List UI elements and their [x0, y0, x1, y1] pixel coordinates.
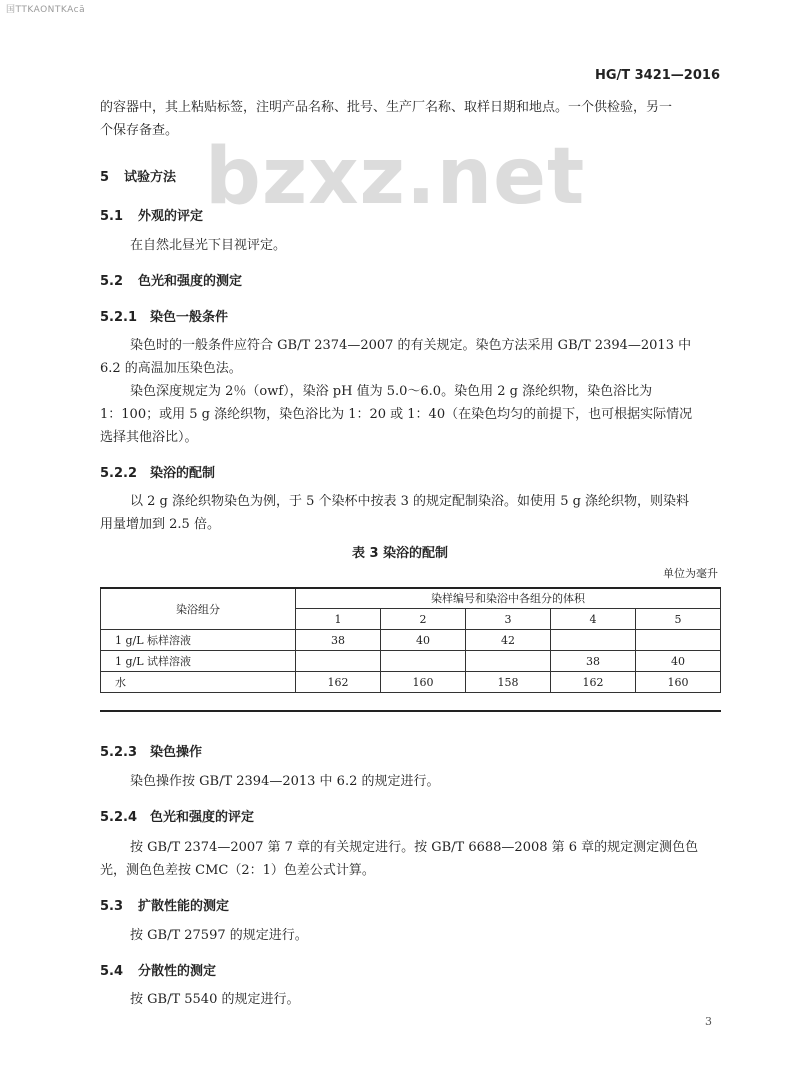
- section-number: 5.1: [100, 209, 124, 224]
- section-number: 5.2.4: [100, 810, 138, 825]
- group-header: 染样编号和染浴中各组分的体积: [296, 588, 721, 609]
- section-number: 5: [100, 170, 110, 185]
- table-row: [101, 672, 721, 693]
- row-label: 水: [101, 672, 296, 693]
- section-5-4-text: 按 GB/T 5540 的规定进行。: [130, 992, 300, 1007]
- column-header: 2: [381, 609, 466, 630]
- section-title: 染色操作: [150, 745, 203, 760]
- column-header: 1: [296, 609, 381, 630]
- section-number: 5.2.2: [100, 466, 138, 481]
- section-5-2-2-heading: [100, 462, 215, 481]
- table-cell: 158: [466, 672, 551, 693]
- table-cell: [636, 630, 721, 651]
- table-cell: [296, 651, 381, 672]
- row-label: 1 g/L 标样溶液: [101, 630, 296, 651]
- section-title: 扩散性能的测定: [138, 899, 230, 914]
- table-cell: 38: [551, 651, 636, 672]
- table-cell: 160: [381, 672, 466, 693]
- table-cell: 162: [296, 672, 381, 693]
- section-5-2-1-p1-line1: 染色时的一般条件应符合 GB/T 2374—2007 的有关规定。染色方法采用 GB/T 2394—2013 中: [130, 338, 692, 353]
- table-cell: 40: [636, 651, 721, 672]
- page-number: 3: [705, 1015, 712, 1028]
- table-row: [101, 630, 721, 651]
- column-header: 5: [636, 609, 721, 630]
- section-5-2-1-p1-line2: 6.2 的高温加压染色法。: [100, 361, 242, 376]
- table-cell: [466, 651, 551, 672]
- intro-line-2: 个保存备查。: [100, 123, 179, 138]
- column-header: 4: [551, 609, 636, 630]
- section-5-4-heading: [100, 960, 216, 979]
- section-5-2-3-text: 染色操作按 GB/T 2394—2013 中 6.2 的规定进行。: [130, 774, 440, 789]
- section-5-2-heading: [100, 270, 242, 289]
- section-title: 试验方法: [124, 170, 177, 185]
- table-cell: [551, 630, 636, 651]
- section-number: 5.4: [100, 964, 124, 979]
- section-5-3-heading: [100, 895, 229, 914]
- table-caption: 表 3 染浴的配制: [351, 546, 449, 561]
- table-header-row: [101, 588, 721, 609]
- table-cell: 38: [296, 630, 381, 651]
- intro-line-1: 的容器中，其上粘贴标签，注明产品名称、批号、生产厂名称、取样日期和地点。一个供检验，另一: [100, 100, 673, 115]
- table-top-rule: [100, 587, 721, 589]
- table-cell: 42: [466, 630, 551, 651]
- section-5-3-text: 按 GB/T 27597 的规定进行。: [130, 928, 308, 943]
- table-cell: 160: [636, 672, 721, 693]
- section-5-2-4-line1: 按 GB/T 2374—2007 第 7 章的有关规定进行。按 GB/T 6688—2008 第 6 章的规定测定测色色: [130, 840, 699, 855]
- column-header: 3: [466, 609, 551, 630]
- section-number: 5.2.1: [100, 310, 138, 325]
- section-title: 色光和强度的测定: [138, 274, 243, 289]
- section-5-2-2-line2: 用量增加到 2.5 倍。: [100, 517, 220, 532]
- standard-number: HG/T 3421—2016: [594, 68, 720, 83]
- section-title: 色光和强度的评定: [150, 810, 255, 825]
- section-title: 染浴的配制: [150, 466, 216, 481]
- section-title: 外观的评定: [138, 209, 204, 224]
- table-cell: 40: [381, 630, 466, 651]
- dye-bath-table: [100, 587, 721, 693]
- section-5-1-heading: [100, 205, 203, 224]
- section-number: 5.2.3: [100, 745, 138, 760]
- section-5-2-1-p2-line1: 染色深度规定为 2％（owf），染浴 pH 值为 5.0～6.0。染色用 2 g 涤纶织物，染色浴比为: [130, 384, 653, 399]
- table-row: [101, 651, 721, 672]
- section-5-heading: [100, 166, 176, 185]
- table-cell: 162: [551, 672, 636, 693]
- top-mark: 国TTKAONTKAcā: [6, 5, 86, 15]
- table-bottom-rule: [100, 710, 721, 712]
- table-unit: 单位为毫升: [663, 567, 718, 580]
- section-5-2-4-line2: 光，测色色差按 CMC（2：1）色差公式计算。: [100, 863, 375, 878]
- section-number: 5.2: [100, 274, 124, 289]
- section-5-2-3-heading: [100, 741, 202, 760]
- section-5-1-text: 在自然北昼光下目视评定。: [130, 238, 287, 253]
- row-header-title: 染浴组分: [101, 588, 296, 630]
- row-label: 1 g/L 试样溶液: [101, 651, 296, 672]
- section-title: 染色一般条件: [150, 310, 229, 325]
- section-title: 分散性的测定: [138, 964, 217, 979]
- table-cell: [381, 651, 466, 672]
- watermark: bzxz.net: [205, 132, 586, 222]
- section-5-2-1-p2-line2: 1：100；或用 5 g 涤纶织物，染色浴比为 1：20 或 1：40（在染色均匀的前提下，也可根据实际情况: [100, 407, 693, 422]
- section-number: 5.3: [100, 899, 124, 914]
- section-5-2-4-heading: [100, 806, 254, 825]
- section-5-2-1-p2-line3: 选择其他浴比）。: [100, 430, 198, 445]
- section-5-2-1-heading: [100, 306, 228, 325]
- section-5-2-2-line1: 以 2 g 涤纶织物染色为例，于 5 个染杯中按表 3 的规定配制染浴。如使用 5 g 涤纶织物，则染料: [130, 494, 690, 509]
